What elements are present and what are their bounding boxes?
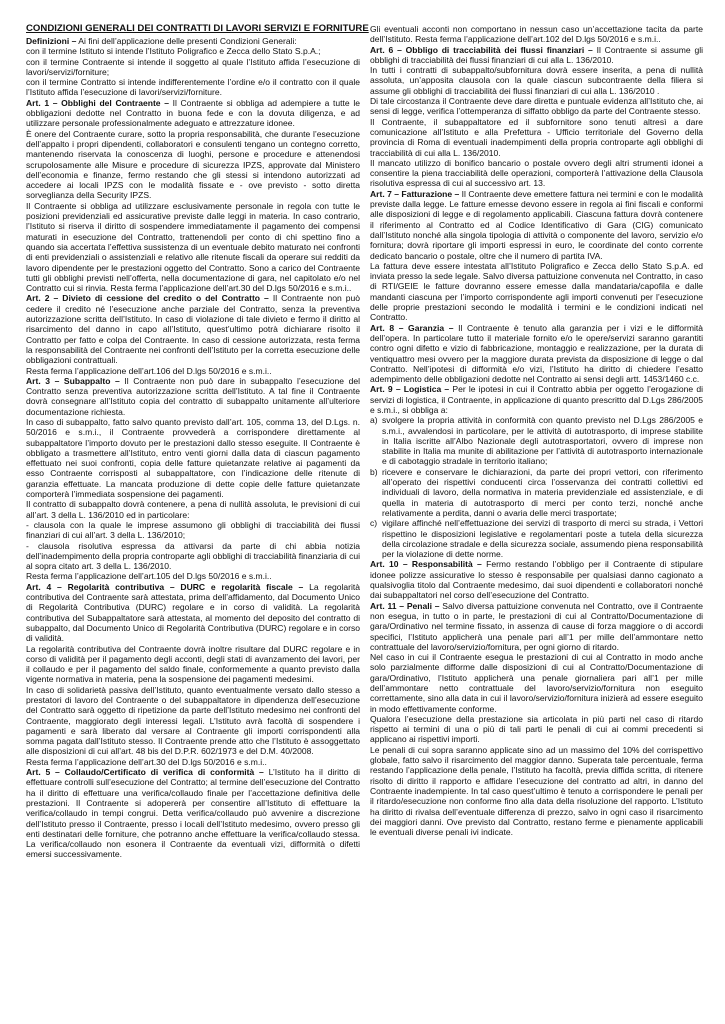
art10-heading: Art. 10 – Responsabilità – — [370, 559, 482, 570]
art3-heading: Art. 3 – Subappalto – — [26, 375, 120, 386]
art6-paragraph: Il mancato utilizzo di bonifico bancario o postale ovvero degli altri strumenti idonei a consentire la piena tracciabilità delle operazioni, comporterà l’attivazione della Clausola risolutiva espressa di cui al successivo art. 13. — [370, 157, 703, 189]
list-marker: b) — [370, 466, 378, 477]
art5-paragraph — [26, 767, 360, 860]
art3-paragraph: Resta ferma l’applicazione dell’art.105 del D.lgs 50/2016 e s.m.i.. — [26, 571, 272, 582]
definizioni-heading: Definizioni – — [26, 36, 77, 46]
art9-heading: Art. 9 – Logistica – — [370, 384, 450, 395]
art6-paragraph: In tutti i contratti di subappalto/subfornitura dovrà essere inserita, a pena di nullità assoluta, un’apposita clausola con la quale ciascun subcontraente della filiera si assume gli obblighi di tracciabilità dei flussi finanziari di cui alla L. 136/2010 . — [370, 65, 703, 96]
art11-paragraph: Qualora l’esecuzione della prestazione sia articolata in più parti nel caso di ritardo rispetto ai termini di una o più di tali parti le penali di cui ai commi precedenti si applicano ai rispettivi importi. — [370, 713, 703, 745]
art1-paragraph — [26, 98, 360, 129]
list-item-text: vigilare affinché nell’effettuazione dei servizi di trasporto di merci su strada, i Vettori rispettino le disposizioni legislative e regolamentari poste a tutela della sicurezza della circolazione stradale e della sicurezza sociale, assumendo piena responsabilità per la violazione di dette norme. — [382, 518, 703, 560]
art6-heading: Art. 6 – Obbligo di tracciabilità dei flussi finanziari – — [370, 44, 593, 55]
art8-heading: Art. 8 – Garanzia – — [370, 322, 454, 333]
art1-paragraph: Il Contraente si obbliga ad utilizzare esclusivamente personale in regola con tutte le posizioni previdenziali ed assicurative previste dalle leggi in materia. In caso contrario, l’Istituto si riserva il diritto di sospendere immediatamente il pagamento dei compensi maturati in esecuzione del Contratto, trattenendoli per conto di chi spettino fino a quando sia accertata l’effettiva sussistenza di un eventuale debito maturato nei confronti di enti previdenziali o assistenziali e relativo alle ritenute fiscali da operare sui redditi da lavoro dipendente per le prestazioni oggetto del Contratto. Sono a carico del Contraente tutti gli obblighi previsti nell’offerta, nella documentazione di gara, nel capitolato e/o nel Contratto cui si rinvia. Resta ferma l’applicazione dell’art.30 del D.lgs 50/2016 e s.m.i.. — [26, 200, 360, 294]
art11-text: Salvo diversa pattuizione convenuta nel Contratto, ove il Contraente non esegua, in tutto o in parte, le prestazioni di cui al Contratto/Documentazione di gara/Ordinativo nel termine fissato, in assenza di cause di forza maggiore o di accordi specifici, l’Istituto applicherà una penale pari all’1 per mille dell’ammontare netto contrattuale del lavoro/servizio/fornitura, per ogni giorno di ritardo. — [370, 600, 703, 652]
art7-paragraph — [370, 189, 703, 261]
right-column — [370, 24, 703, 848]
art7-heading: Art. 7 – Fatturazione – — [370, 188, 460, 199]
art4-paragraph — [26, 582, 360, 644]
list-marker: c) — [370, 518, 378, 529]
art9-text: Per le ipotesi in cui il Contratto abbia per oggetto l’erogazione di servizi di logistica, il Contraente, in applicazione di quanto prescritto dal D.Lgs 286/2005 e s.m.i., si obbliga a: — [370, 384, 703, 415]
art3-paragraph: Il contratto di subappalto dovrà contenere, a pena di nullità assoluta, le previsioni di cui all’art. 3 della L. 136/2010 ed in particolare: — [26, 499, 360, 520]
art4-paragraph: La regolarità contributiva del Contraente dovrà inoltre risultare dal DURC regolare e in corso di validità per il pagamento degli acconti, degli stati di avanzamento dei lavori, per il collaudo e per il pagamento del saldo finale, conformemente a quanto previsto dalla vigente normativa in materia, pena la sospensione dei pagamenti medesimi. — [26, 643, 360, 685]
definizioni-line: con il termine Istituto si intende l’Istituto Poligrafico e Zecca dello Stato S.p.A.; — [26, 46, 321, 57]
art10-paragraph — [370, 559, 703, 600]
art6-paragraph: Il Contraente, il subappaltatore ed il subfornitore sono tenuti altresì a dare comunicazione all’Istituto e alla Prefettura - Ufficio territoriale del Governo della provincia di Roma di eventuali inadempimenti della propria controparte agli obblighi di tracciabilità di cui alla L. 136/2010. — [370, 116, 703, 158]
art11-paragraph: Le penali di cui sopra saranno applicate sino ad un massimo del 10% del corrispettivo globale, fatto salvo il risarcimento del maggior danno. Superata tale percentuale, ferma restando l’applicazione della penale, l’Istituto ha facoltà, previa diffida scritta, di ritenere risolto di diritto il rapporto e affidare l’esecuzione del contratto ad altri, in danno del Contraente inadempiente. In tal caso quest’ultimo è tenuto a corrispondere le penali per il ritardo/esecuzione non conforme fino alla data della risoluzione del rapporto. L’Istituto ha diritto di rivalsa dell’eventuale differenza di prezzo, salvo in ogni caso il risarcimento dei maggiori danni. Ove previsto dal Contratto, restano ferme e pienamente applicabili le eventuali diverse penali ivi indicate. — [370, 744, 703, 838]
list-item — [370, 466, 703, 518]
art5-heading: Art. 5 – Collaudo/Certificato di verifica di conformità – — [26, 767, 264, 778]
list-item-text: ricevere e conservare le dichiarazioni, da parte dei propri vettori, con riferimento all’operato dei rispettivi conducenti circa l’osservanza dei contratti collettivi ed individuali di lavoro, della normativa in materia previdenziale ed assistenziale, e di quella in materia di autotrasporto di merci per conto terzi, nonché anche relativamente a perdita, danni o avaria delle merci trasportate; — [382, 466, 703, 518]
art4-paragraph: In caso di solidarietà passiva dell’Istituto, quanto eventualmente versato dallo stesso a prestatori di lavoro del Contraente o del subappaltatore in dipendenza dell’esecuzione del Contratto sarà oggetto di ripetizione da parte dell’Istituto medesimo nei confronti del Contraente, maggiorato degli interessi legali. L’Istituto avrà facoltà di sospendere i pagamenti e sarà liberato dal versare al Contraente gli importi corrispondenti alla somma pagata dall’Istituto stesso. Il Contraente prende atto che l’Istituto è assoggettato alle disposizioni di cui all’art. 48 bis del D.P.R. 602/1973 e del D.M. 40/2008. — [26, 684, 360, 757]
art1-text: Il Contraente si obbliga ad adempiere a tutte le obbligazioni dedotte nel Contratto in buona fede e con la dovuta diligenza, e ad utilizzare personale professionalmente adeguato e attrezzature idonee. — [26, 97, 360, 129]
art4-heading: Art. 4 – Regolarità contributiva – DURC e regolarità fiscale – — [26, 581, 304, 592]
art2-paragraph: Resta ferma l’applicazione dell’art.106 del D.lgs 50/2016 e s.m.i.. — [26, 365, 272, 376]
art2-paragraph — [26, 293, 360, 365]
art3-paragraph: In caso di subappalto, fatto salvo quanto previsto dall’art. 105, comma 13, del D.Lgs. n. 50/2016 e s.m.i., il Contraente provvederà a corrispondere direttamente al subappaltatore l’importo dovuto per le prestazioni dallo stesso eseguite. Il Contraente è obbligato a trasmettere all’Istituto, entro venti giorni dalla data di ciascun pagamento effettuato nei suoi confronti, copia delle fatture quietanzate relative ai pagamenti da esso Contraente corrisposti al subappaltatore, con l’indicazione delle ritenute di garanzia effettuate. La mancata produzione di dette copie delle fatture quietanzate comporterà l’immediata sospensione dei pagamenti. — [26, 416, 360, 500]
art5-text: L’Istituto ha il diritto di effettuare controlli sull’esecuzione del Contratto; al termine dell’esecuzione del Contratto ha il diritto di effettuare una verifica/collaudo finale per l’accettazione definitiva delle prestazioni. Il Contraente si adopererà per consentire all’Istituto di effettuare la verifica/collaudo in tempi congrui. Detta verifica/collaudo può avvenire a discrezione dell’Istituto presso il Contraente, presso i locali dell’Istituto medesimo, ovvero presso gli enti destinatari delle forniture, che potranno anche effettuare la verifica/collaudo stessa. La verifica/collaudo non esonera il Contraente da eventuali vizi, difformità o difetti emersi successivamente. — [26, 767, 360, 860]
art1-heading: Art. 1 – Obblighi del Contraente – — [26, 97, 169, 108]
art3-paragraph — [26, 376, 360, 417]
art3-paragraph: - clausola risolutiva espressa da attivarsi da parte di chi abbia notizia dell’inadempimento della propria controparte agli obblighi di tracciabilità finanziaria di cui al sopra citato art. 3 della L. 136/2010. — [26, 540, 360, 572]
definizioni-paragraph — [26, 36, 360, 46]
list-item-text: svolgere la propria attività in conformità con quanto previsto nel D.Lgs 286/2005 e s.m.i., avvalendosi in particolare, per le attività di autotrasporto, di imprese stabilite in Italia iscritte all’Albo Nazionale degli autotrasportatori, ovvero di imprese non stabilite in Italia ma munite di abilitazione per l’attività di autotrasporto internazionale e di cabotaggio stradale in territorio italiano; — [382, 415, 703, 467]
definizioni-line: con il termine Contraente si intende il soggetto al quale l’Istituto affida l’esecuzione di lavori/servizi/forniture; — [26, 56, 360, 77]
art9-list — [370, 415, 703, 559]
art6-paragraph — [370, 45, 703, 66]
art8-paragraph — [370, 323, 703, 385]
list-item — [370, 415, 703, 467]
art3-text: Il Contraente non può dare in subappalto l’esecuzione del Contratto senza preventiva autorizzazione scritta dell’Istituto. A tal fine il Contraente dovrà consegnare all’Istituto copia del contratto di subappalto unitamente all’ulteriore documentazione richiesta. — [26, 375, 360, 417]
page-title: CONDIZIONI GENERALI DEI CONTRATTI DI LAVORI SERVIZI E FORNITURE — [26, 23, 369, 34]
art4-text: La regolarità contributiva del Contraente sarà attestata, prima dell’affidamento, dal Documento Unico di Regolarità Contributiva (DURC) regolare e in corso di validità. La regolarità contributiva del Subappaltatore sarà attestata, al momento del deposito del contratto di subappalto, dal Documento Unico di Regolarità Contributiva (DURC) regolare e in corso di validità. — [26, 581, 361, 644]
art9-paragraph — [370, 384, 703, 415]
art2-heading: Art. 2 – Divieto di cessione del credito o del Contratto – — [26, 293, 269, 304]
list-marker: a) — [370, 415, 378, 426]
art6-text: Il Contraente si assume gli obblighi di tracciabilità dei flussi finanziari di cui alla L. 136/2010. — [370, 44, 704, 65]
definizioni-intro: Ai fini dell’applicazione delle presenti Condizioni Generali: — [76, 36, 297, 46]
art11-heading: Art. 11 – Penali – — [370, 600, 440, 611]
art11-paragraph: Nel caso in cui il Contraente esegua le prestazioni di cui al Contratto in modo anche solo parzialmente difforme dalle disposizioni di cui al Contratto/Documentazione di gara/Ordinativo, l’Istituto applicherà una penale giornaliera pari all’1 per mille dell’ammontare netto contrattuale del lavoro/servizio/fornitura non eseguito correttamente, sino alla data in cui il lavoro/servizio/fornitura inizierà ad essere eseguito in modo effettivamente conforme. — [370, 652, 703, 714]
art1-paragraph: È onere del Contraente curare, sotto la propria responsabilità, che durante l’esecuzione dell’appalto i propri dipendenti, collaboratori e consulenti tengano un contegno corretto, mantenendo riservata la conoscenza di luoghi, persone e procedure e attenendosi scrupolosamente alle Misure e procedure di sicurezza IPZS, approvate dal Ministero dell’economia e finanze, fermo restando che gli stessi si intendono autorizzati ad accedere ai locali IPZS con le modalità fissate e - ove previsto - sotto diretta sorveglianza della Security IPZS. — [26, 128, 360, 201]
art11-paragraph — [370, 601, 703, 652]
art3-paragraph: - clausola con la quale le imprese assumono gli obblighi di tracciabilità dei flussi finanziari di cui all’art. 3 della L. 136/2010; — [26, 519, 360, 541]
art8-text: Il Contraente è tenuto alla garanzia per i vizi e le difformità dell’opera. In particolare tutto il materiale fornito e/o le opere/servizi saranno garantiti contro ogni difetto e vizio di fabbricazione, montaggio e realizzazione, per la durata di ventiquattro mesi ovvero per la maggiore durata prevista da disposizione di legge o dal Contratto. Nell’ipotesi di difformità e/o vizi, l’Istituto ha diritto di chiedere l’esatto adempimento delle obbligazioni dedotte nel Contratto ai sensi degli artt. 1453/1460 c.c. — [370, 322, 703, 385]
list-item — [370, 518, 703, 560]
art7-paragraph: La fattura deve essere intestata all’Istituto Poligrafico e Zecca dello Stato S.p.A. ed inviata presso la sede legale. Salvo diversa pattuizione convenuta nel Contratto, in caso di RTI/GEIE le fatture dovranno essere emesse dalla mandataria/capofila e dalle mandanti ciascuna per l’importo corrispondente agli importi convenuti per l’esecuzione delle proprie prestazioni secondo le modalità i termini e le condizioni indicati nel Contratto. — [370, 260, 703, 323]
art7-text: Il Contraente deve emettere fattura nei termini e con le modalità previste dalla legge. Le fatture emesse devono essere in regola ai fini fiscali e conformi alle disposizioni di legge e di regolamento applicabili. Ciascuna fattura dovrà contenere il riferimento al Contratto ed al Codice Identificativo di Gara (CIG) comunicato dall’Istituto nonché alla singola tipologia di attività o componente del lavoro, servizio e/o fornitura; dovrà riportare gli importi espressi in euro, le coordinate del conto corrente dedicato bancario o postale, oltre che il numero di partita IVA. — [370, 188, 704, 261]
art6-paragraph: Di tale circostanza il Contraente deve dare diretta e puntuale evidenza all’Istituto che, ai sensi di legge, verifica l’ottemperanza di siffatto obbligo da parte del Contraente stesso. — [370, 96, 703, 117]
art10-text: Fermo restando l’obbligo per il Contraente di stipulare idonee polizze assicurative lo stesso è responsabile per qualsiasi danno cagionato a qualsivoglia titolo dal Contraente medesimo, dai suoi dipendenti e collaboratori nonché dai subappaltatori nel corso dell’esecuzione del Contratto. — [370, 559, 703, 601]
art2-text: Il Contraente non può cedere il credito né l’esecuzione anche parziale del Contratto, senza la preventiva autorizzazione scritta dell’Istituto. In caso di violazione di tale divieto e fermo il diritto al risarcimento del danno in capo all’Istituto, quest’ultimo potrà dichiarare risolto il Contratto per fatto e colpa del Contraente. In caso di cessione autorizzata, resta ferma la responsabilità del Contraente nei confronti dell’Istituto per la corretta esecuzione delle obbligazioni contrattuali. — [26, 293, 360, 366]
art5-continuation: Gli eventuali acconti non comportano in nessun caso un’accettazione tacita da parte dell’Istituto. Resta ferma l’applicazione dell’art.102 del D.lgs 50/2016 e s.m.i.. — [370, 24, 703, 45]
art4-paragraph: Resta ferma l’applicazione dell’art.30 del D.lgs 50/2016 e s.m.i.. — [26, 756, 267, 767]
definizioni-line: con il termine Contratto si intende indifferentemente l’ordine e/o il contratto con il quale l’Istituto affida l’esecuzione di lavori/servizi/forniture. — [26, 77, 360, 98]
left-column — [26, 36, 360, 860]
